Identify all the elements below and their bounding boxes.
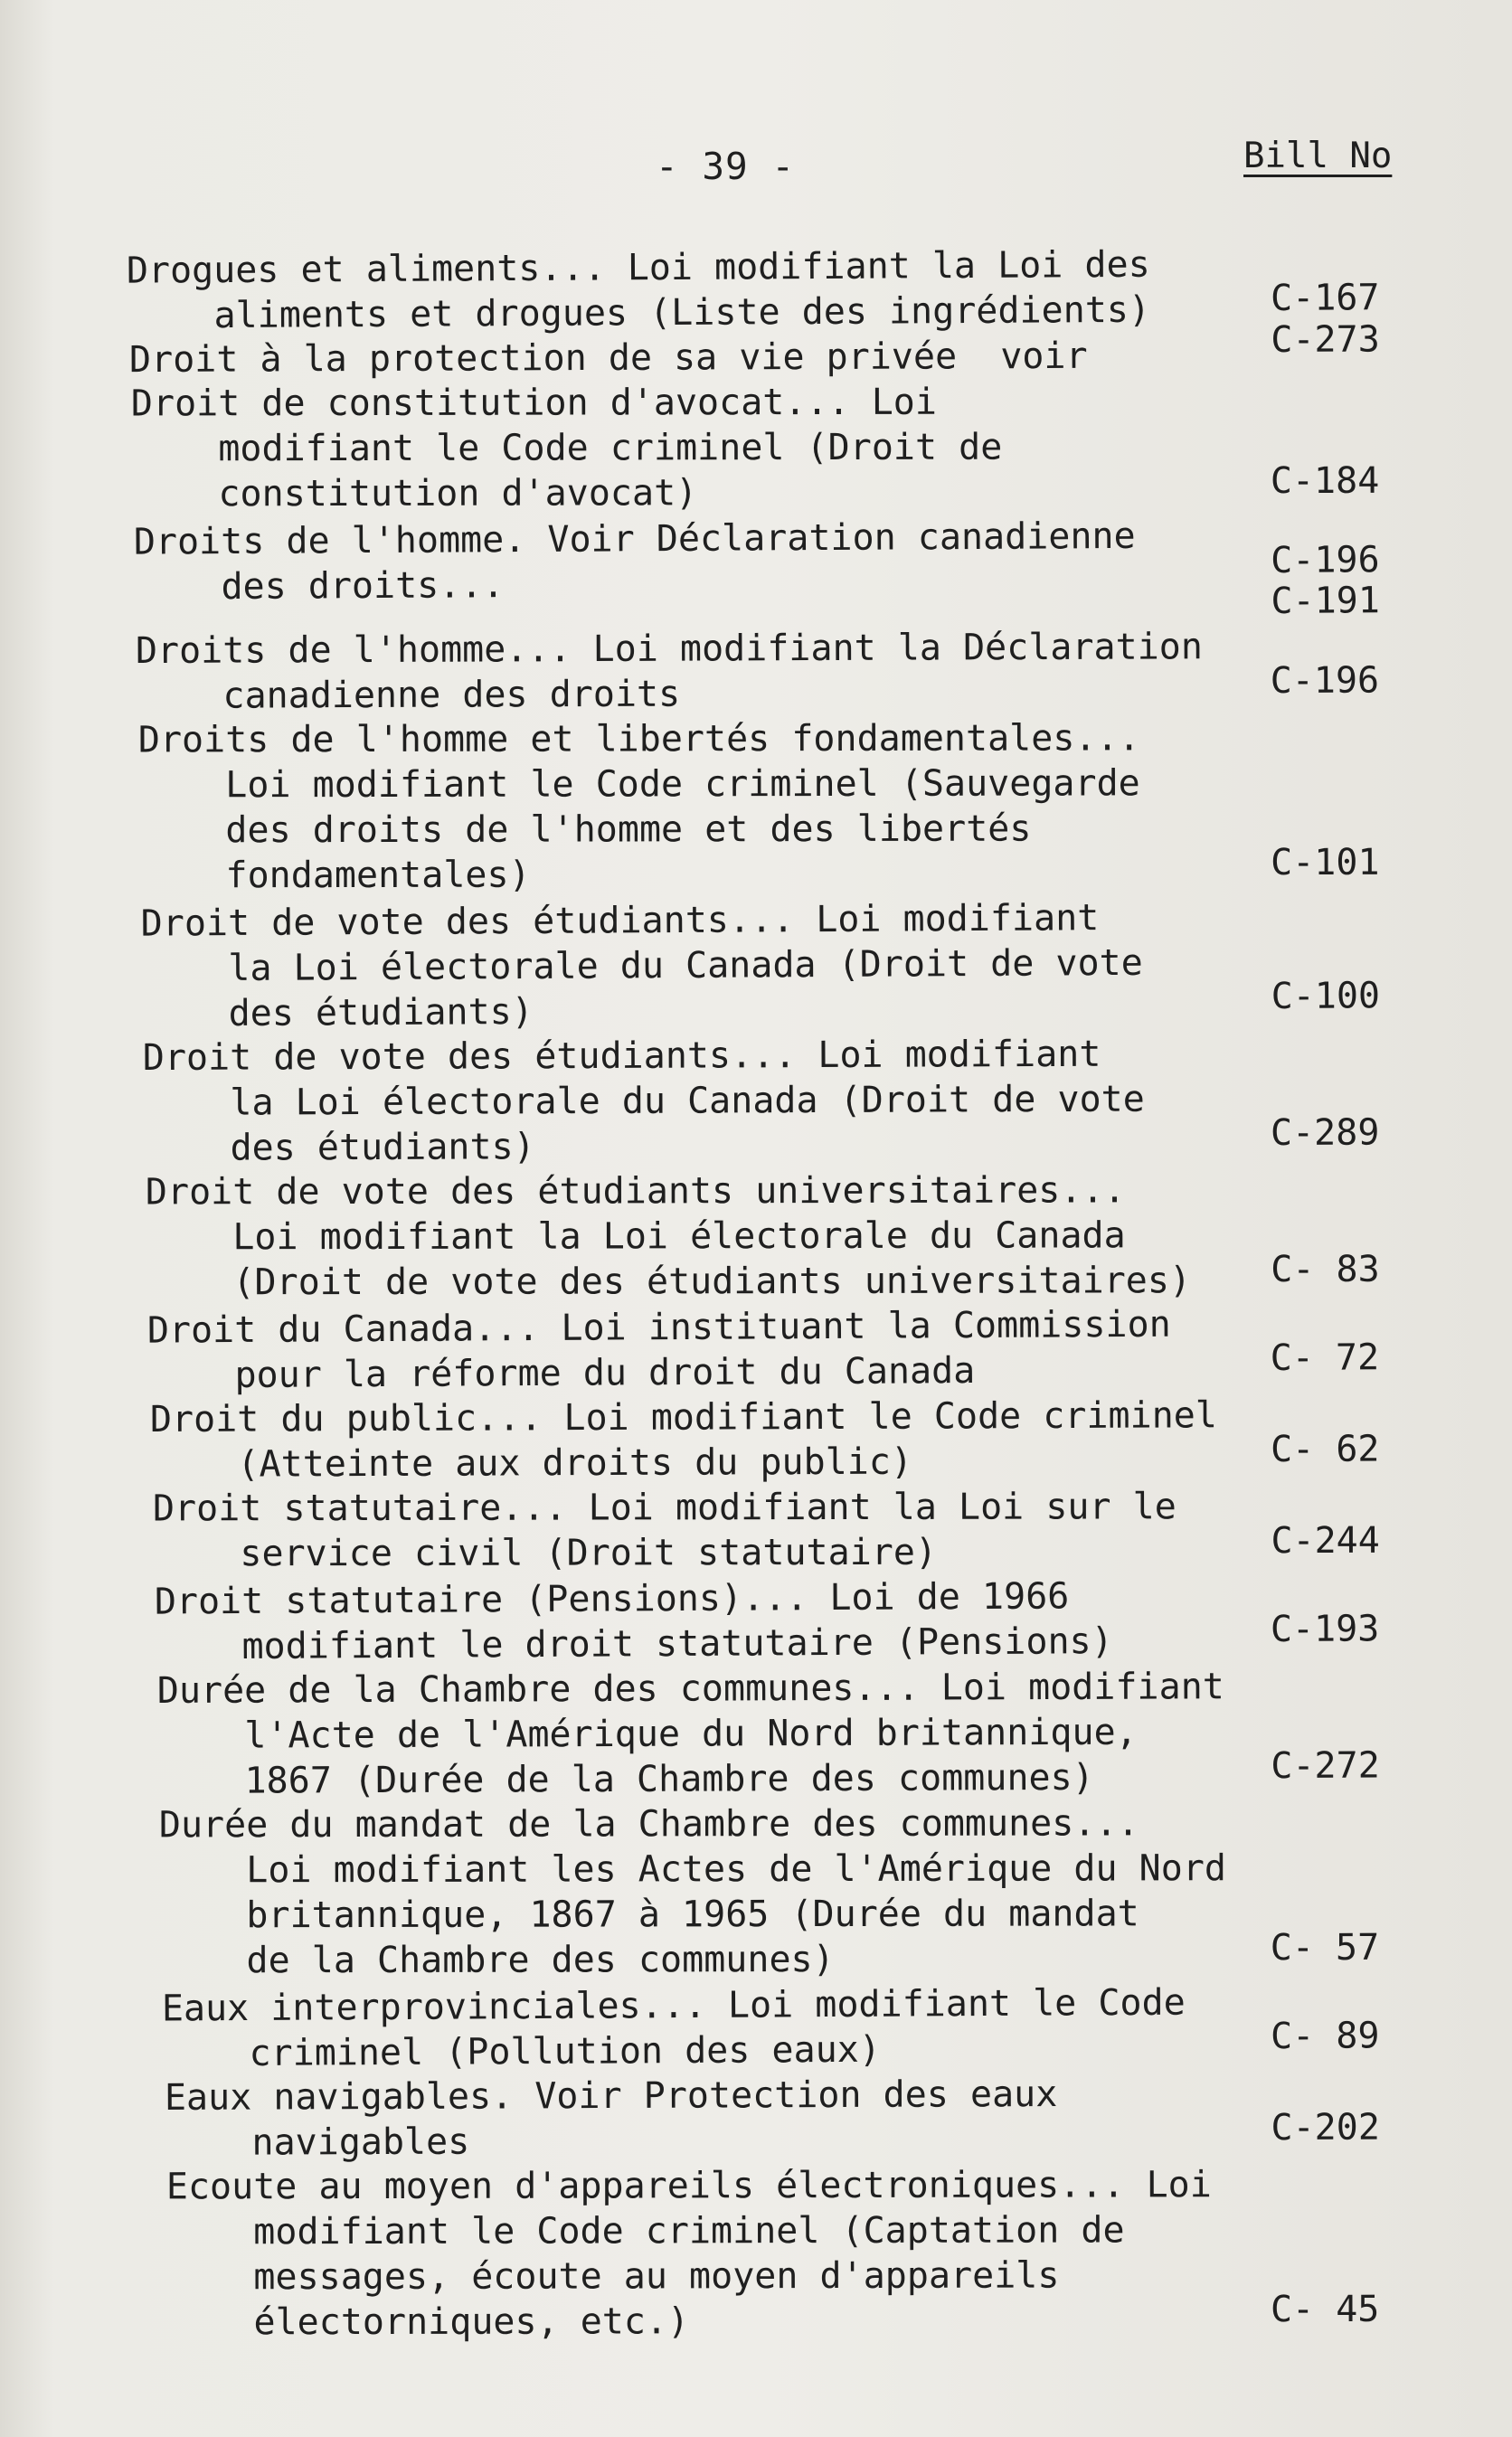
entry-continuation: Loi modifiant le Code criminel (Sauvegarde [137, 762, 1140, 807]
entry-continuation: Loi modifiant les Actes de l'Amérique du Nord [159, 1847, 1227, 1892]
entry-continuation: des étudiants) [143, 1126, 535, 1170]
bill-number: C-196 [1270, 659, 1380, 703]
index-entry [136, 623, 1512, 719]
entry-continuation: de la Chambre des communes) [159, 1939, 836, 1982]
index-entries [0, 244, 1512, 2344]
index-entry [166, 2162, 1512, 2346]
entry-continuation: service civil (Droit statutaire) [152, 1531, 937, 1575]
bill-number: C-100 [1271, 975, 1380, 1017]
bill-number: C-184 [1271, 459, 1380, 503]
index-entry [133, 511, 1512, 622]
entry-continuation: 1867 (Durée de la Chambre des communes) [156, 1756, 1094, 1803]
bill-number: C-191 [1271, 580, 1380, 622]
entry-continuation: (Droit de vote des étudiants universitaires) [145, 1260, 1191, 1304]
bill-number: C- 57 [1271, 1926, 1380, 1969]
entry-continuation: modifiant le Code criminel (Captation de [166, 2209, 1125, 2253]
entry-continuation: criminel (Pollution des eaux) [162, 2028, 882, 2075]
entry-heading: Ecoute au moyen d'appareils électroniques... Loi [166, 2164, 1213, 2208]
index-entry [164, 2070, 1512, 2166]
entry-heading: Droit de vote des étudiants... Loi modifiant [140, 897, 1100, 945]
entry-heading: Droit de vote des étudiants universitaires... [145, 1169, 1126, 1214]
entry-heading: Droits de l'homme... Loi modifiant la Déclaration [136, 626, 1204, 673]
entry-heading: Drogues et aliments... Loi modifiant la Loi des [126, 243, 1150, 292]
index-entry [128, 318, 1512, 383]
index-entry [131, 379, 1512, 517]
index-entry [162, 1978, 1512, 2076]
entry-continuation: des droits... [133, 564, 505, 609]
bill-number: C-289 [1271, 1111, 1380, 1155]
bill-number: C- 45 [1271, 2288, 1380, 2331]
bill-number: C- 72 [1270, 1337, 1380, 1380]
entry-continuation: la Loi électorale du Canada (Droit de vote [143, 1078, 1146, 1125]
bill-number: C-202 [1270, 2106, 1380, 2149]
index-entry [146, 1167, 1512, 1306]
entry-heading: Droits de l'homme et libertés fondamentales... [137, 717, 1140, 761]
entry-heading: Droit statutaire (Pensions)... Loi de 1966 [154, 1575, 1070, 1623]
entry-continuation: (Atteinte aux droits du public) [150, 1440, 913, 1487]
page-number: - 39 - [656, 145, 796, 188]
bill-number: C-272 [1271, 1744, 1380, 1788]
entry-continuation: électorniques, etc.) [166, 2300, 690, 2344]
index-entry [159, 1800, 1512, 1984]
entry-continuation: canadienne des droits [136, 673, 681, 718]
entry-heading: Droit du Canada... Loi instituant la Commission [147, 1303, 1172, 1352]
entry-continuation: britannique, 1867 à 1965 (Durée du mandat [159, 1893, 1140, 1937]
index-entry [157, 1663, 1512, 1804]
entry-heading: Droit à la protection de sa vie privée voir [128, 335, 1088, 382]
entry-continuation: pour la réforme du droit du Canada [147, 1350, 976, 1397]
entry-heading: Droits de l'homme. Voir Déclaration canadienne [133, 515, 1136, 563]
bill-number: C- 89 [1270, 2015, 1380, 2058]
entry-continuation: Loi modifiant la Loi électorale du Canada [145, 1214, 1126, 1259]
entry-heading: Eaux navigables. Voir Protection des eaux [164, 2073, 1057, 2119]
entry-heading: Durée de la Chambre des communes... Loi modifiant [156, 1666, 1224, 1713]
index-entry [155, 1571, 1512, 1669]
entry-continuation: constitution d'avocat) [131, 472, 698, 515]
entry-continuation: fondamentales) [138, 854, 531, 897]
entry-heading: Droit du public... Loi modifiant le Code criminel [149, 1394, 1218, 1441]
index-entry [152, 1484, 1512, 1577]
bill-number: C-273 [1270, 318, 1380, 362]
entry-continuation: aliments et drogues (Liste des ingrédients) [127, 288, 1151, 337]
entry-heading: Droit de constitution d'avocat... Loi [131, 381, 938, 425]
bill-number: C-193 [1270, 1608, 1380, 1651]
index-entry [150, 1392, 1512, 1488]
entry-continuation: messages, écoute au moyen d'appareils [166, 2254, 1060, 2299]
entry-continuation: modifiant le Code criminel (Droit de [131, 426, 1003, 470]
entry-continuation: la Loi électorale du Canada (Droit de vote [140, 941, 1143, 990]
bill-number: C-167 [1270, 277, 1380, 319]
entry-continuation: modifiant le droit statutaire (Pensions) [155, 1620, 1114, 1668]
bill-number: C-196 [1270, 539, 1380, 581]
bill-number: C-244 [1270, 1519, 1380, 1563]
index-entry [147, 1299, 1512, 1398]
bill-number: C-101 [1271, 841, 1380, 884]
bill-number: C- 62 [1270, 1428, 1380, 1471]
entry-heading: Durée du mandat de la Chambre des communes... [159, 1802, 1139, 1847]
index-entry [138, 715, 1512, 899]
entry-continuation: navigables [164, 2121, 469, 2164]
entry-heading: Droit de vote des étudiants... Loi modifiant [142, 1033, 1101, 1080]
index-entry [140, 893, 1512, 1036]
entry-heading: Eaux interprovinciales... Loi modifiant le Code [161, 1981, 1186, 2030]
bill-number: C- 83 [1271, 1248, 1380, 1291]
entry-heading: Droit statutaire... Loi modifiant la Loi sur le [152, 1486, 1177, 1530]
index-entry [143, 1030, 1512, 1171]
entry-continuation: l'Acte de l'Amérique du Nord britannique, [156, 1711, 1138, 1758]
entry-continuation: des droits de l'homme et des libertés [138, 808, 1032, 852]
entry-continuation: des étudiants) [140, 990, 534, 1035]
bill-column-heading: Bill No [1243, 136, 1393, 176]
